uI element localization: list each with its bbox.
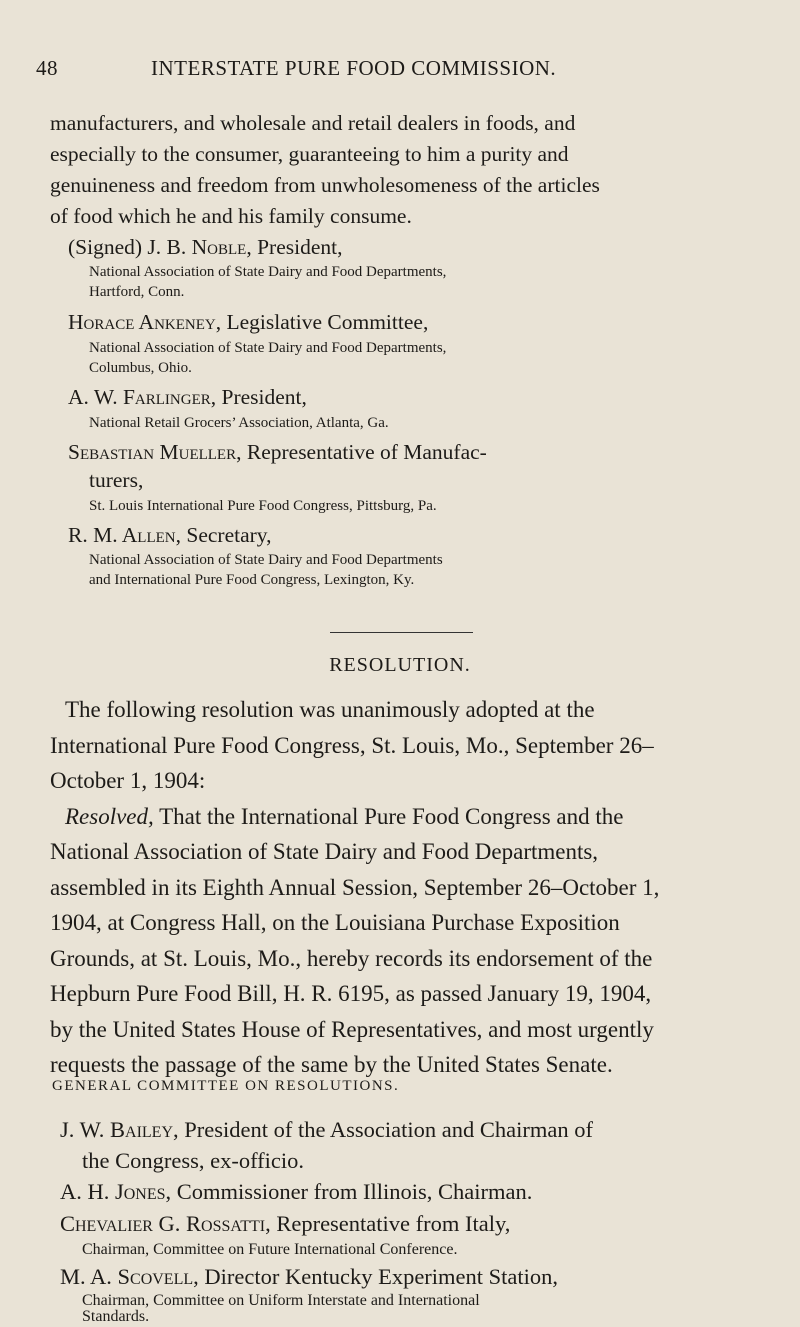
signatory-allen — [68, 521, 272, 549]
signatory-role: , Representative of Manufac- — [236, 440, 487, 464]
signatory-role-continued: turers, — [89, 468, 144, 492]
member-role-continued: the Congress, ex-officio. — [82, 1148, 305, 1173]
member-role: , Commissioner from Illinois, Chairman. — [165, 1179, 533, 1204]
committee-member-bailey — [60, 1115, 593, 1145]
resolution-intro-line: October 1, 1904: — [50, 768, 206, 793]
resolved-word: Resolved, — [65, 803, 154, 829]
resolution-heading: RESOLUTION. — [329, 654, 471, 676]
member-name: M. A. Scovell — [60, 1264, 194, 1289]
resolution-body-line: requests the passage of the same by the United States Senate. — [50, 1052, 613, 1077]
committee-member-scovell — [60, 1262, 558, 1292]
opening-line: manufacturers, and wholesale and retail dealers in foods, and — [50, 111, 576, 135]
signatory-ankeney — [68, 308, 428, 336]
member-chairmanship: Chairman, Committee on Future International Conference. — [82, 1241, 458, 1258]
resolution-body-line: 1904, at Congress Hall, on the Louisiana Purchase Exposition — [50, 910, 620, 935]
running-title: INTERSTATE PURE FOOD COMMISSION. — [151, 56, 557, 80]
resolution-intro-line: The following resolution was unanimously adopted at the — [65, 697, 595, 722]
signatory-affiliation: St. Louis International Pure Food Congress, Pittsburg, Pa. — [89, 498, 437, 514]
resolution-intro-line: International Pure Food Congress, St. Louis, Mo., September 26– — [50, 732, 654, 758]
signatory-affiliation: National Association of State Dairy and Food Departments — [89, 552, 443, 568]
opening-line: especially to the consumer, guaranteeing to him a purity and — [50, 142, 569, 166]
signatory-name: A. W. Farlinger — [68, 385, 211, 409]
member-role: , Representative from Italy, — [265, 1211, 511, 1236]
signatory-affiliation: National Retail Grocers’ Association, Atlanta, Ga. — [89, 415, 389, 431]
signatory-farlinger — [68, 383, 307, 411]
resolution-body-line: Grounds, at St. Louis, Mo., hereby records its endorsement of the — [50, 945, 653, 971]
signatory-name: R. M. Allen — [68, 523, 176, 547]
signatory-role: , Legislative Committee, — [215, 310, 429, 334]
member-name: A. H. Jones — [60, 1179, 166, 1204]
member-name: J. W. Bailey — [60, 1117, 174, 1142]
committee-member-jones — [60, 1177, 532, 1207]
resolution-body-line: assembled in its Eighth Annual Session, September 26–October 1, — [50, 874, 660, 900]
member-name: Chevalier G. Rossatti — [60, 1211, 266, 1236]
resolution-body-line: Resolved, That the International Pure Food Congress and the — [65, 803, 624, 829]
signatory-noble — [68, 233, 342, 261]
resolution-body-line: Hepburn Pure Food Bill, H. R. 6195, as passed January 19, 1904, — [50, 981, 652, 1006]
opening-line: of food which he and his family consume. — [50, 204, 412, 228]
opening-line: genuineness and freedom from unwholesomeness of the articles — [50, 173, 600, 197]
signatory-affiliation: National Association of State Dairy and Food Departments, — [89, 340, 447, 356]
section-divider — [330, 632, 473, 633]
signed-prefix: (Signed) — [68, 235, 148, 259]
signatory-role: , President, — [246, 235, 343, 259]
signatory-mueller — [68, 438, 487, 466]
member-chairmanship: Chairman, Committee on Uniform Interstate and International — [82, 1292, 480, 1309]
signatory-name: Horace Ankeney — [68, 310, 216, 334]
signatory-role: , Secretary, — [175, 523, 272, 547]
member-chairmanship-continued: Standards. — [82, 1308, 150, 1325]
signatory-location: Hartford, Conn. — [89, 284, 185, 300]
signatory-name: Sebastian Mueller — [68, 440, 237, 464]
committee-member-rossatti — [60, 1209, 510, 1239]
committee-heading: GENERAL COMMITTEE ON RESOLUTIONS. — [52, 1078, 400, 1094]
member-role: , Director Kentucky Experiment Station, — [193, 1264, 559, 1289]
opening-paragraph — [50, 108, 770, 232]
signatory-role: , President, — [210, 385, 307, 409]
signatory-affiliation-continued: and International Pure Food Congress, Lexington, Ky. — [89, 572, 415, 588]
resolution-body-line: by the United States House of Representatives, and most urgently — [50, 1016, 654, 1042]
signatory-location: Columbus, Ohio. — [89, 360, 192, 376]
page-number: 48 — [36, 56, 58, 80]
resolution-text — [50, 692, 770, 1083]
resolution-body-line: National Association of State Dairy and Food Departments, — [50, 839, 599, 864]
signatory-affiliation: National Association of State Dairy and Food Departments, — [89, 264, 447, 280]
member-role: , President of the Association and Chairman of — [173, 1117, 593, 1142]
signatory-name: J. B. Noble — [147, 235, 247, 259]
